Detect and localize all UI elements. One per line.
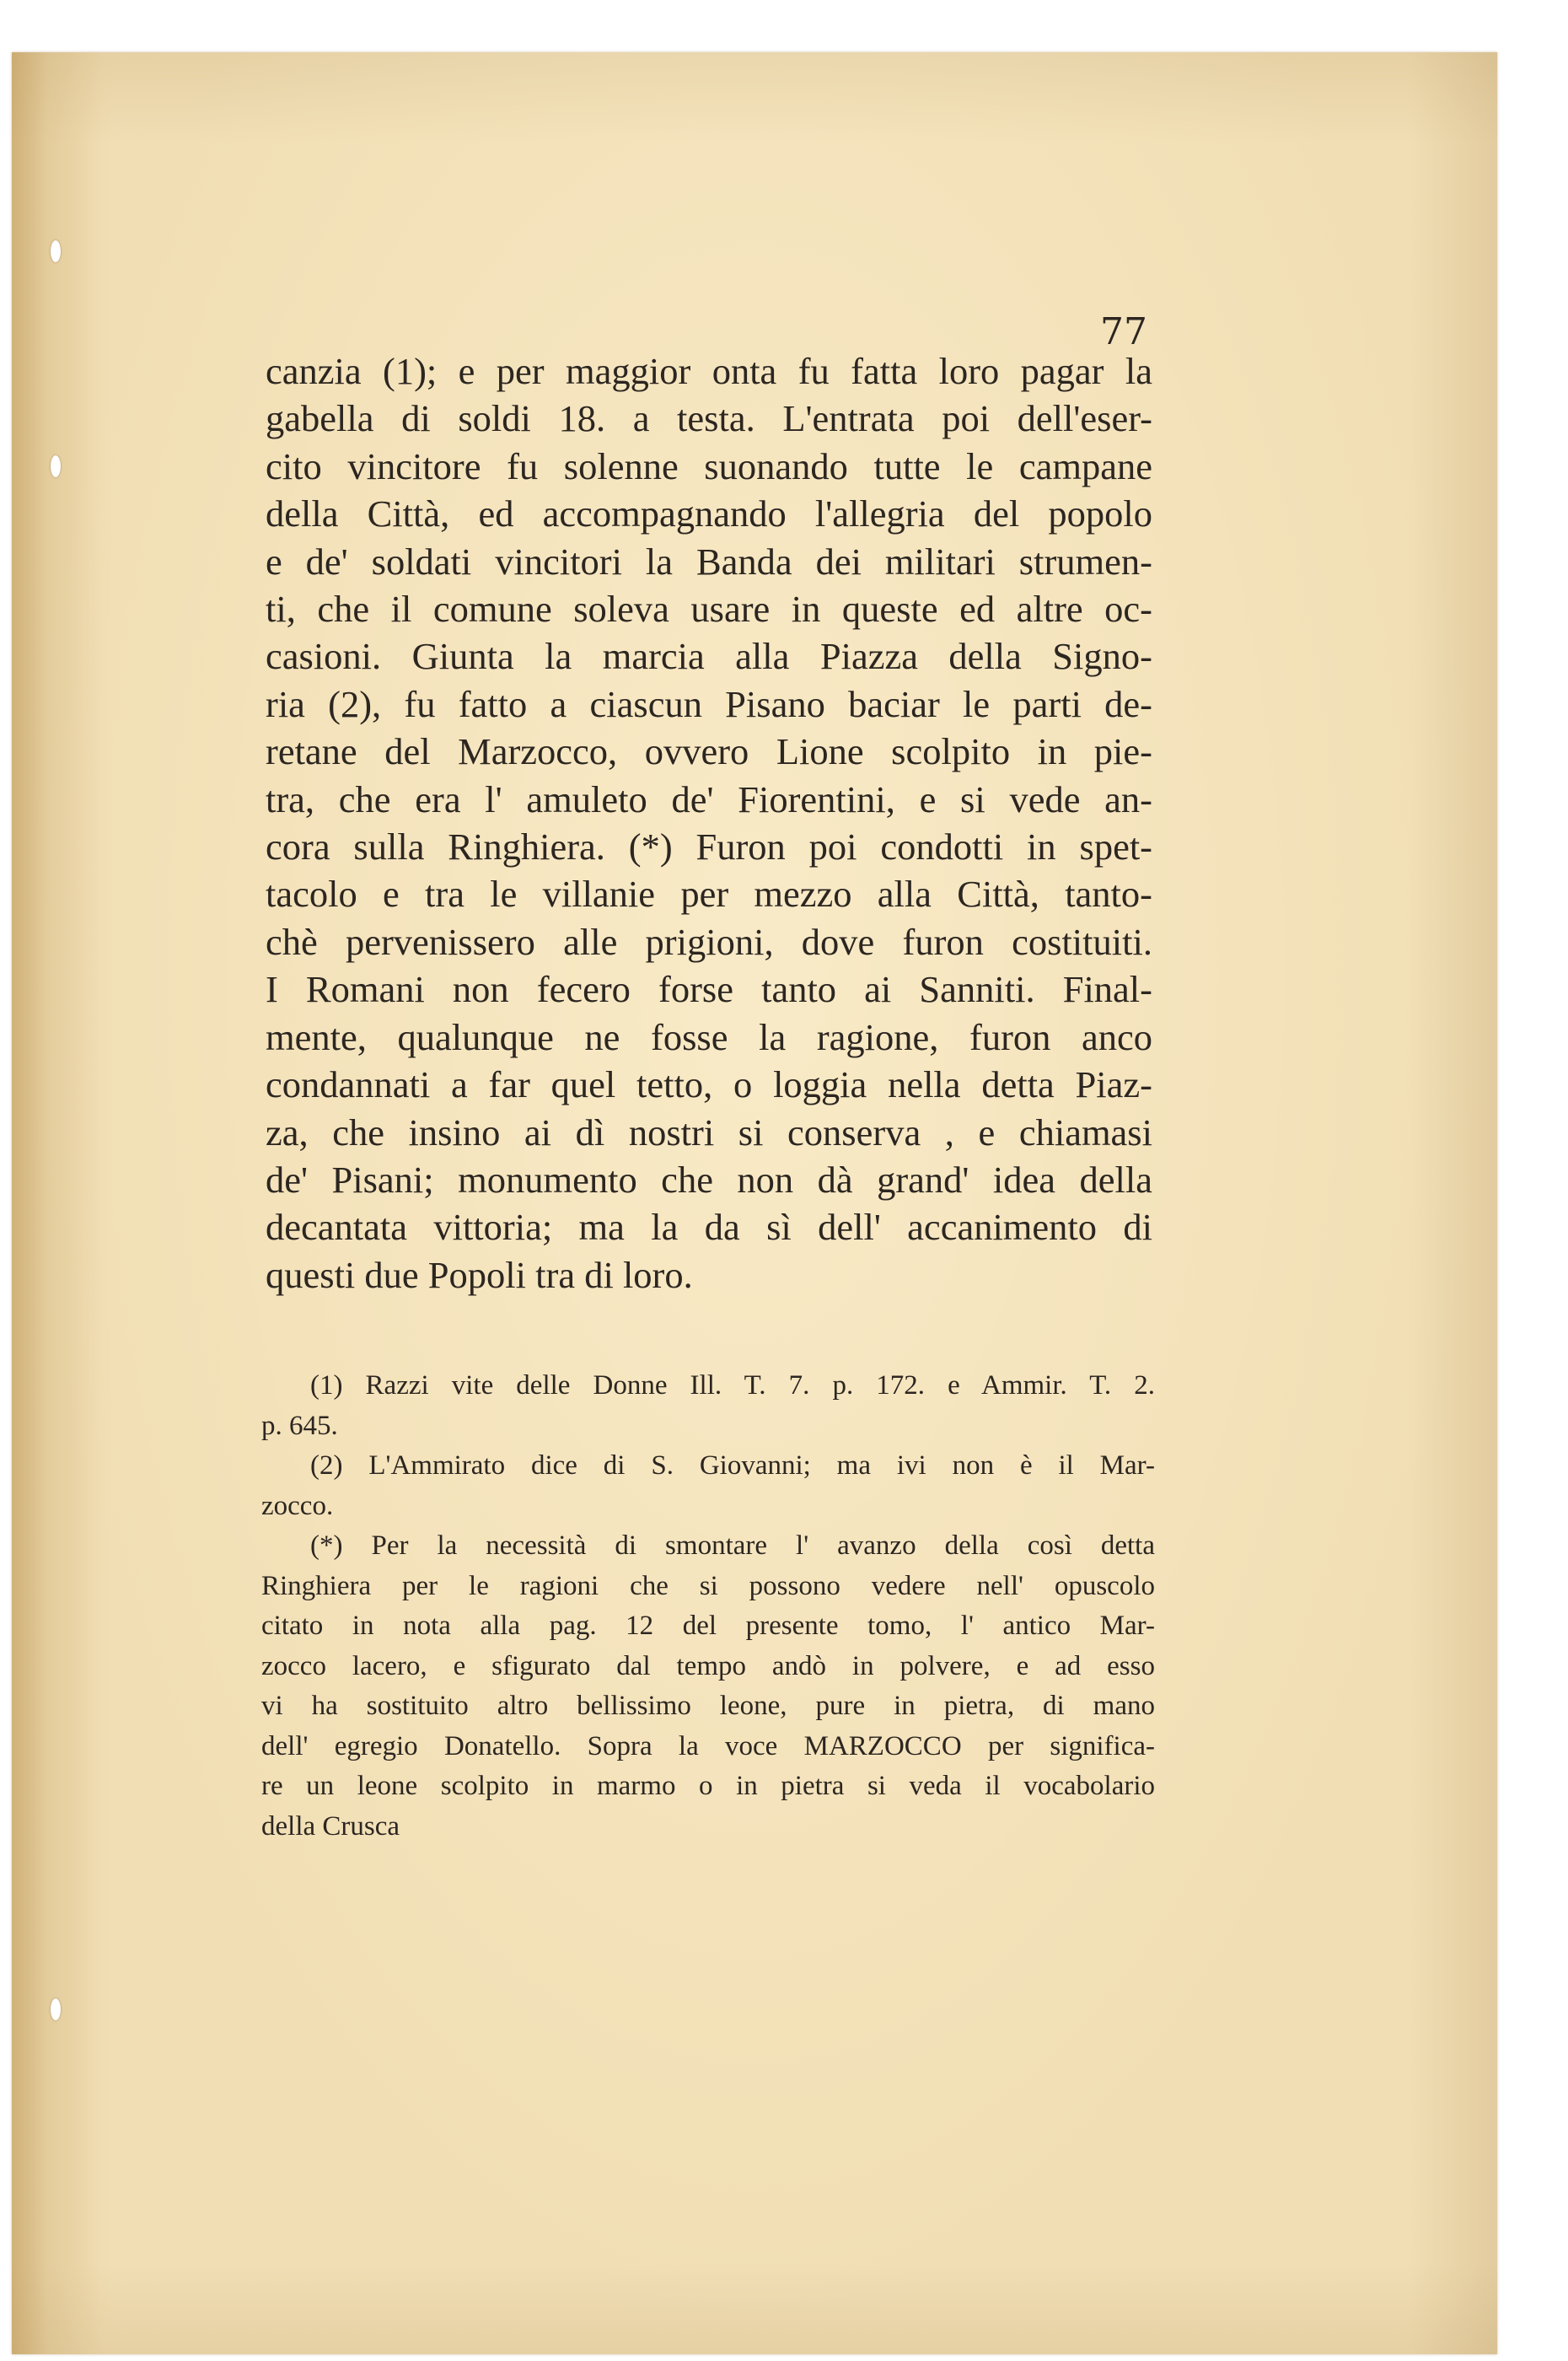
footnote-line: zocco. [261, 1490, 334, 1521]
body-line: decantata vittoria; ma la da sì dell' accanimento di [266, 1206, 1152, 1249]
body-line: casioni. Giunta la marcia alla Piazza della Signo- [266, 635, 1152, 678]
body-line: ria (2), fu fatto a ciascun Pisano baciar le parti de- [266, 682, 1152, 725]
footnote-line: Ringhiera per le ragioni che si possono vedere nell' opuscolo [261, 1570, 1155, 1601]
footnote-line: re un leone scolpito in marmo o in pietra si veda il vocabolario [261, 1771, 1155, 1801]
body-line: cito vincitore fu solenne suonando tutte le campane [266, 444, 1152, 487]
body-line: I Romani non fecero forse tanto ai Sanniti. Final- [266, 968, 1152, 1011]
page-number: 77 [1100, 310, 1147, 353]
footnote-2 [261, 1446, 1155, 1526]
body-line: za, che insino ai dì nostri si conserva , e chiamasi [266, 1111, 1152, 1154]
body-line: e de' soldati vincitori la Banda dei militari strumen- [266, 540, 1152, 583]
footnote-line: dell' egregio Donatello. Sopra la voce MARZOCCO per significa- [261, 1730, 1155, 1761]
body-line: della Città, ed accompagnando l'allegria del popolo [266, 492, 1152, 535]
body-line: tra, che era l' amuleto de' Fiorentini, e si vede an- [266, 777, 1152, 820]
footnote-line: p. 645. [261, 1410, 338, 1441]
footnote-line: della Crusca [261, 1810, 400, 1842]
body-line: condannati a far quel tetto, o loggia nella detta Piaz- [266, 1063, 1152, 1106]
body-line: canzia (1); e per maggior onta fu fatta loro pagar la [266, 350, 1152, 392]
binding-stitch-hole [51, 1998, 61, 2020]
body-line: questi due Popoli tra di loro. [266, 1253, 693, 1296]
body-line: ti, che il comune soleva usare in queste ed altre oc- [266, 588, 1152, 631]
body-line: retane del Marzocco, ovvero Lione scolpito in pie- [266, 730, 1152, 773]
footnotes [261, 1366, 1155, 1847]
footnote-line: vi ha sostituito altro bellissimo leone, pure in pietra, di mano [261, 1691, 1155, 1721]
binding-stitch-hole [51, 240, 61, 262]
binding-edge [12, 52, 113, 2354]
body-line: gabella di soldi 18. a testa. L'entrata poi dell'eser- [266, 397, 1152, 440]
footnote-line: (1) Razzi vite delle Donne Ill. T. 7. p. 172. e Ammir. T. 2. [310, 1370, 1155, 1401]
footnote-line: citato in nota alla pag. 12 del presente tomo, l' antico Mar- [261, 1611, 1155, 1641]
body-line: cora sulla Ringhiera. (*) Furon poi condotti in spet- [266, 826, 1152, 869]
footnote-star [261, 1526, 1155, 1847]
footnote-1 [261, 1366, 1155, 1446]
footnote-line: (2) L'Ammirato dice di S. Giovanni; ma ivi non è il Mar- [310, 1450, 1155, 1481]
footnote-line: zocco lacero, e sfigurato dal tempo andò in polvere, e ad esso [261, 1650, 1155, 1681]
body-line: mente, qualunque ne fosse la ragione, furon anco [266, 1015, 1152, 1058]
footnote-line: (*) Per la necessità di smontare l' avanzo della così detta [310, 1530, 1155, 1561]
body-line: tacolo e tra le villanie per mezzo alla Città, tanto- [266, 873, 1152, 916]
body-line: chè pervenissero alle prigioni, dove furon costituiti. [266, 920, 1152, 963]
body-text [266, 347, 1152, 1299]
binding-stitch-hole [51, 455, 61, 477]
body-line: de' Pisani; monumento che non dà grand' idea della [266, 1158, 1152, 1201]
